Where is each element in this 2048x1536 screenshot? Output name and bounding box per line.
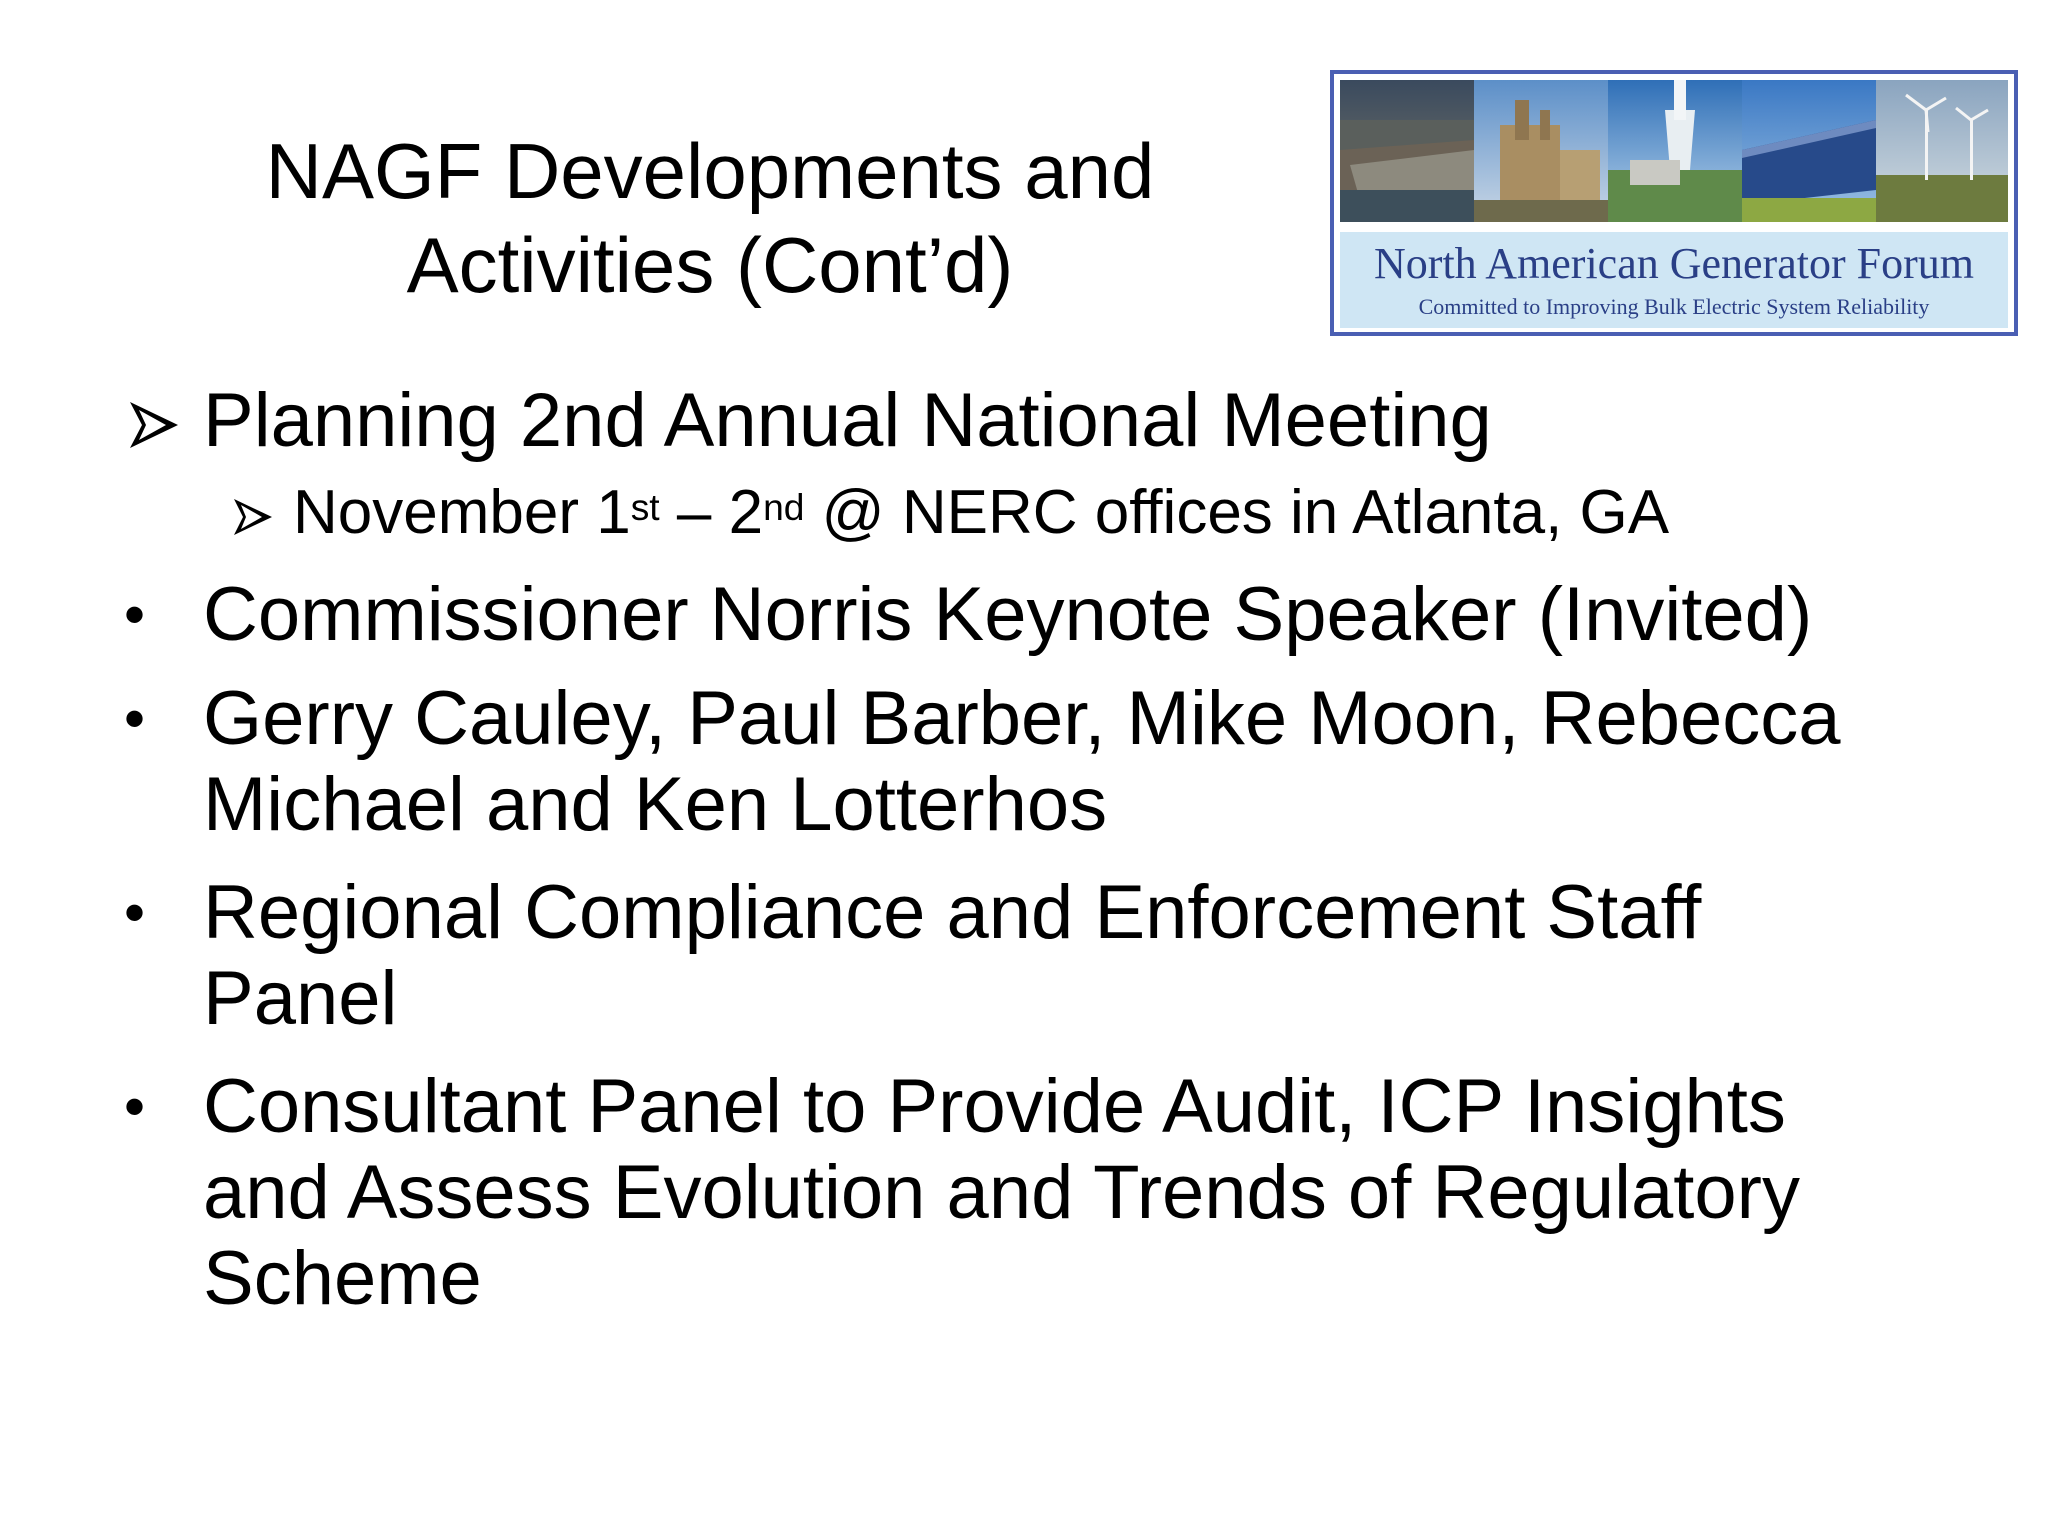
ordinal-nd: nd [763,486,805,528]
slide-title-line-1: NAGF Developments and [265,127,1155,215]
logo-name-band [1340,232,2008,328]
location-text: @ NERC offices in Atlanta, GA [804,478,1670,547]
dot-bullet-icon: • [124,1073,146,1140]
bullet-text-line-2: Michael and Ken Lotterhos [203,762,1108,847]
bullet-text: Commissioner Norris Keynote Speaker (Invited) [203,572,1813,657]
bullet-text-line-3: Scheme [203,1236,482,1321]
bullet-text-line-1: Gerry Cauley, Paul Barber, Mike Moon, Rebecca [203,676,1841,761]
bullet-text: Planning 2nd Annual National Meeting [203,378,1492,463]
dot-bullet-icon: • [124,879,146,946]
dot-bullet-icon: • [124,581,146,648]
slide-title [160,124,1260,312]
logo-tagline: Committed to Improving Bulk Electric System Reliability [1418,294,1930,319]
bullet-text-line-1: Consultant Panel to Provide Audit, ICP Insights [203,1064,1786,1149]
bullet-text-line-2: Panel [203,956,398,1041]
bullet-text-line-1: Regional Compliance and Enforcement Staff [203,870,1702,955]
logo-organization-name: North American Generator Forum [1374,239,1974,288]
arrow-bullet-icon [232,497,274,537]
dot-bullet-icon: • [124,685,146,752]
date-end: – 2 [659,478,764,547]
nagf-logo [1330,70,2018,336]
arrow-bullet-icon [128,400,180,450]
logo-photo-strip [1340,80,2008,222]
bullet-text-line-2: and Assess Evolution and Trends of Regulatory [203,1150,1800,1235]
slide-title-line-2: Activities (Cont’d) [406,221,1014,309]
date-start: November 1 [293,478,631,547]
ordinal-st: st [630,486,660,528]
sub-bullet-text [293,476,1669,550]
